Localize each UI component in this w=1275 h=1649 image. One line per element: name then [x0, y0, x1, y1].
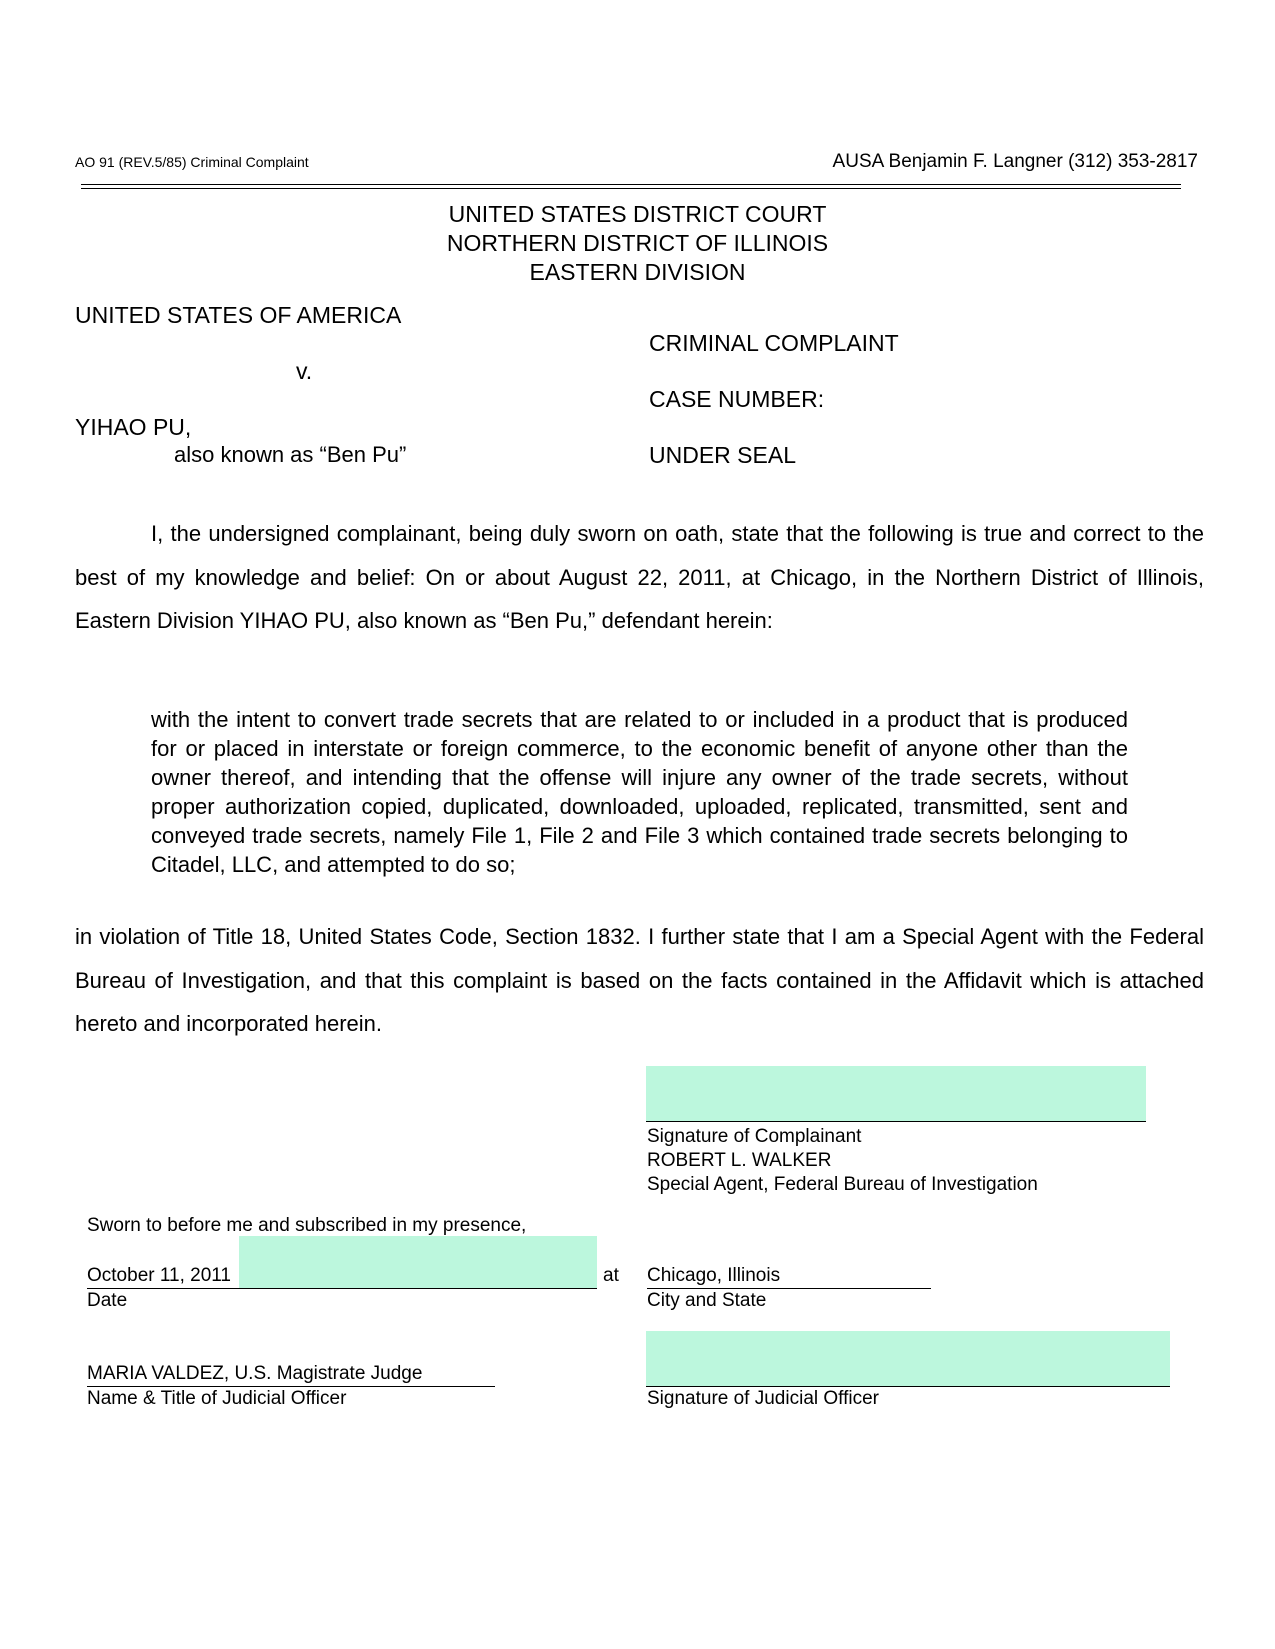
charge-paragraph: with the intent to convert trade secrets that are related to or included in a product that is produced for or placed in interstate or foreign commerce, to the economic benefit of anyone other than the owner thereof, and intending that the offense will injure any owner of the trade secrets, without proper authorization copied, duplicated, downloaded, uploaded, replicated, transmitted, sent and conveyed trade secrets, namely File 1, File 2 and File 3 which contained trade secrets belonging to Citadel, LLC, and attempted to do so;	[151, 707, 1128, 877]
complainant-signature-redaction	[646, 1066, 1146, 1121]
court-heading	[0, 200, 1275, 287]
closing-paragraph: in violation of Title 18, United States Code, Section 1832. I further state that I am a Special Agent with the Federal Bureau of Investigation, and that this complaint is based on the facts contained in the Affidavit which is attached hereto and incorporated herein.	[75, 924, 1204, 1036]
judge-name-line	[87, 1386, 495, 1387]
date-area-redaction	[239, 1236, 597, 1288]
sworn-city: Chicago, Illinois	[647, 1265, 781, 1286]
sworn-date: October 11, 2011	[87, 1265, 232, 1286]
complainant-signature-line	[646, 1121, 1146, 1122]
judicial-officer-label: Name & Title of Judicial Officer	[87, 1388, 347, 1409]
court-name: UNITED STATES DISTRICT COURT	[448, 201, 827, 227]
complainant-title: Special Agent, Federal Bureau of Investigation	[647, 1174, 1038, 1195]
date-line	[87, 1288, 597, 1289]
city-state-label: City and State	[647, 1290, 767, 1311]
at-word: at	[603, 1265, 619, 1286]
defendant-alias: also known as “Ben Pu”	[174, 442, 407, 467]
document-type: CRIMINAL COMPLAINT	[649, 330, 899, 356]
plaintiff-name: UNITED STATES OF AMERICA	[75, 302, 402, 328]
intro-text: I, the undersigned complainant, being duly sworn on oath, state that the following is true and correct to the best of my knowledge and belief: On or about August 22, 2011, at Chicago, in the Northern District of Illinois, Eastern Division YIHAO PU, also known as “Ben Pu,” defendant herein:	[75, 521, 1204, 633]
case-number-label: CASE NUMBER:	[649, 386, 825, 412]
court-division: EASTERN DIVISION	[529, 259, 746, 285]
court-district: NORTHERN DISTRICT OF ILLINOIS	[446, 230, 829, 256]
header-double-rule	[81, 184, 1181, 189]
versus: v.	[296, 358, 313, 384]
form-identifier: AO 91 (REV.5/85) Criminal Complaint	[75, 154, 309, 170]
complainant-name: ROBERT L. WALKER	[647, 1150, 832, 1171]
judicial-signature-line	[646, 1386, 1170, 1387]
date-label: Date	[87, 1290, 128, 1311]
judicial-officer-name: MARIA VALDEZ, U.S. Magistrate Judge	[87, 1363, 423, 1384]
complainant-signature-label: Signature of Complainant	[647, 1126, 862, 1147]
sworn-statement: Sworn to before me and subscribed in my presence,	[87, 1215, 527, 1236]
ausa-contact: AUSA Benjamin F. Langner (312) 353-2817	[832, 151, 1198, 172]
city-line	[647, 1288, 931, 1289]
intro-paragraph	[75, 512, 1204, 643]
defendant-name: YIHAO PU,	[75, 414, 192, 440]
judicial-signature-label: Signature of Judicial Officer	[647, 1388, 879, 1409]
judicial-signature-redaction	[646, 1331, 1170, 1386]
seal-status: UNDER SEAL	[649, 442, 796, 468]
